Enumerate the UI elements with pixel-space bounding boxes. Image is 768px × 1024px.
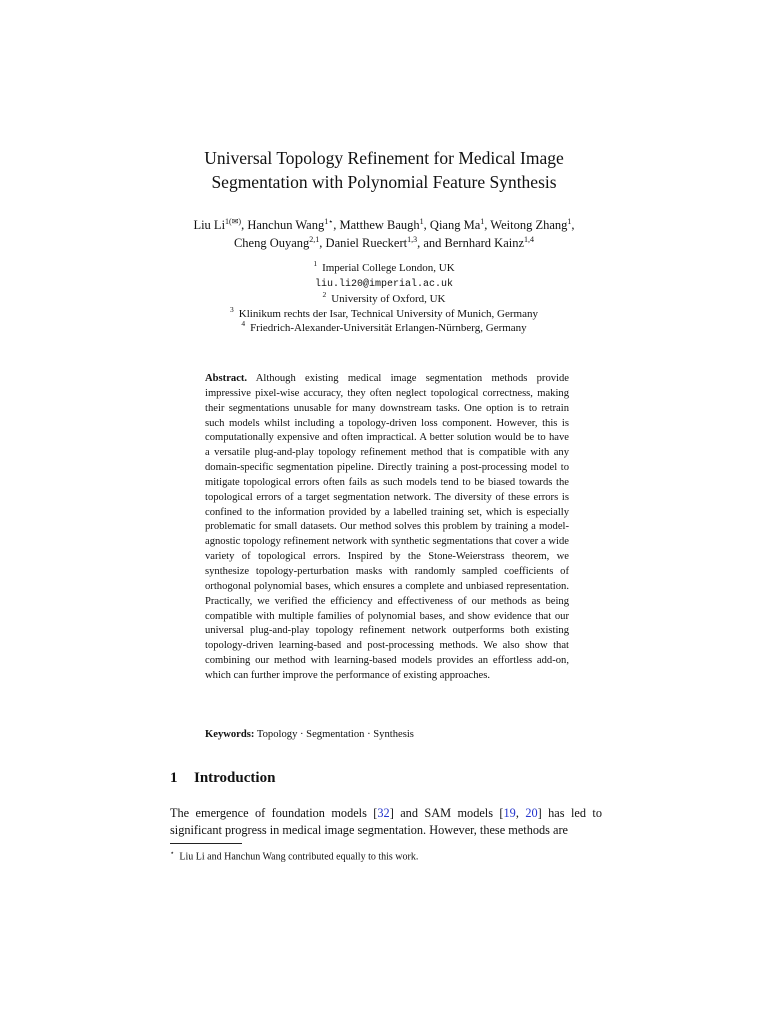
footnote-rule xyxy=(170,843,242,844)
title-line-1: Universal Topology Refinement for Medical Image xyxy=(204,148,564,168)
abstract-label: Abstract. xyxy=(205,373,248,384)
author-name: Bernhard Kainz xyxy=(444,236,525,250)
author-affil-mark: 1(✉) xyxy=(225,216,242,226)
footnote-text: Liu Li and Hanchun Wang contributed equally to this work. xyxy=(179,851,419,863)
author-line-2: Cheng Ouyang$^{2,1}$, Daniel Rueckert$^{1,3}$, and Bernhard Kainz$^{1,4}$ xyxy=(233,234,535,250)
citation-link[interactable]: 20 xyxy=(525,806,538,820)
author-name: Liu Li xyxy=(193,218,226,232)
author-line-1: Liu $Li^{1(✉)}$, Hanchun Wang$^{1⋆}$, Matthew Baugh$^1$, Qiang Ma$^1$, Weitong Zhang$^1$, xyxy=(193,216,575,232)
author-name: Matthew Baugh xyxy=(339,218,420,232)
section-number: 1 xyxy=(170,770,178,786)
citation-link[interactable]: 19 xyxy=(503,806,516,820)
footnote xyxy=(170,847,418,863)
affiliation-email[interactable]: liu.li20@imperial.ac.uk xyxy=(314,278,454,290)
keywords-text: Topology · Segmentation · Synthesis xyxy=(256,729,414,740)
author-affil-mark: 1⋆ xyxy=(324,216,334,226)
affiliation-list xyxy=(140,261,628,336)
author-affil-mark: 2,1 xyxy=(309,234,320,244)
abstract xyxy=(205,372,569,684)
keywords xyxy=(205,728,569,742)
author-affil-mark: 1,4 xyxy=(524,234,535,244)
affiliation-item: $^4$ Friedrich-Alexander-Universität Erlangen-Nürnberg, Germany xyxy=(241,319,527,334)
authors-connector: and xyxy=(423,236,442,250)
affiliation-item: $^3$ Klinikum rechts der Isar, Technical University of Munich, Germany xyxy=(230,304,538,320)
paper-title xyxy=(100,146,668,194)
citation-link[interactable]: 32 xyxy=(377,806,390,820)
section-title: Introduction xyxy=(194,770,276,786)
author-affil-mark: 1,3 xyxy=(407,234,418,244)
author-name: Cheng Ouyang xyxy=(233,236,310,250)
author-name: Hanchun Wang xyxy=(247,218,325,232)
abstract-text: Although existing medical image segmentation methods provide impressive pixel-wise accuracy, they often neglect topological correctness, making their segmentations unusable for many downstream tasks. One option is to retrain such models whilst including a topology-driven loss component. However, this is computationally expensive and often impractical. A better solution would be to have a versatile plug-and-play topology refinement method that is compatible with any domain-specific segmentation pipeline. Directly training a post-processing model to mitigate topological errors often fails as such models tend to be biased towards the topological errors of a target segmentation network. The diversity of these errors is confined to the information provided by a labelled training set, which is especially problematic for small datasets. Our method solves this problem by training a model-agnostic topology refinement network with synthetic segmentations that cover a wide variety of topological errors. Inspired by the Stone-Weierstrass theorem, we synthesize topology-perturbation masks with randomly sampled coefficients of orthogonal polynomial bases, which ensures a complete and unbiased representation. Practically, we verified the efficiency and effectiveness of our methods as being compatible with multiple families of polynomial bases, and show evidence that our universal plug-and-play topology refinement network outperforms both existing topology-driven learning-based and post-processing methods. We also show that combining our method with learning-based models provides an effortless add-on, which can further improve the performance of existing approaches. xyxy=(205,373,569,681)
footnote-mark: ⋆ xyxy=(170,849,175,857)
intro-paragraph: The emergence of foundation models [32] and SAM models [19, 20] has led to significant progress in medical image segmentation. However, these methods are xyxy=(170,806,602,837)
author-name: Qiang Ma xyxy=(429,218,481,232)
author-list xyxy=(100,216,668,252)
affiliation-item: $^2$ University of Oxford, UK xyxy=(322,290,446,305)
section-heading xyxy=(170,770,275,787)
title-line-2: Segmentation with Polynomial Feature Synthesis xyxy=(211,172,557,192)
author-affil-mark: 1 xyxy=(419,216,424,226)
author-affil-mark: 1 xyxy=(480,216,485,226)
author-name: Weitong Zhang xyxy=(490,218,568,232)
author-name: Daniel Rueckert xyxy=(325,236,408,250)
author-affil-mark: 1 xyxy=(567,216,572,226)
keywords-label: Keywords: xyxy=(205,729,255,740)
affiliation-item: $^1$ Imperial College London, UK xyxy=(313,259,455,274)
